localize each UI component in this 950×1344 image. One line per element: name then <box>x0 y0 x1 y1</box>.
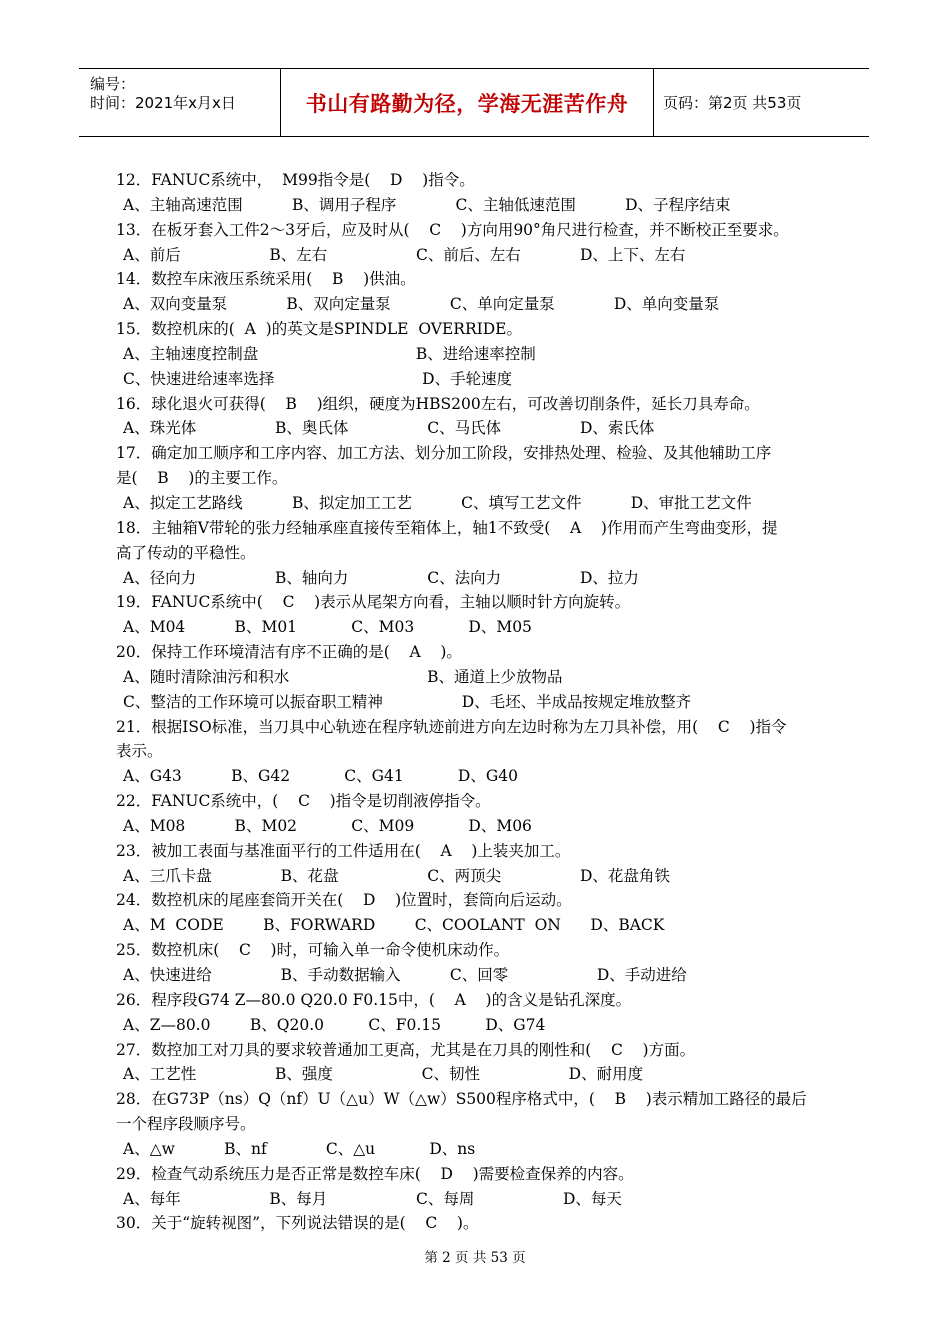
question-line: 表示。 <box>116 742 163 761</box>
answer-options-line: A、快速进给 B、手动数据输入 C、回零 D、手动进给 <box>123 966 687 984</box>
document-date: 时间：2021年x月x日 <box>90 94 236 112</box>
page-header <box>79 68 869 137</box>
answer-options-line: A、M04 B、M01 C、M03 D、M05 <box>123 618 532 637</box>
question-line: 26．程序段G74 Z—80.0 Q20.0 F0.15中，( A )的含义是钻孔深度。 <box>116 990 632 1009</box>
question-line: 27．数控加工对刀具的要求较普通加工更高，尤其是在刀具的刚性和( C )方面。 <box>116 1040 696 1059</box>
page-footer: 第 2 页 共 53 页 <box>424 1250 526 1266</box>
answer-options-line: A、前后 B、左右 C、前后、左右 D、上下、左右 <box>123 245 686 264</box>
question-line: 21．根据ISO标准，当刀具中心轨迹在程序轨迹前进方向左边时称为左刀具补偿，用( C )指令 <box>116 717 787 736</box>
answer-options-line: A、三爪卡盘 B、花盘 C、两顶尖 D、花盘角铁 <box>123 866 670 885</box>
question-line: 17．确定加工顺序和工序内容、加工方法、划分加工阶段，安排热处理、检验、及其他辅助工序 <box>116 444 772 463</box>
question-line: 13．在板牙套入工件2～3牙后，应及时从( C )方向用90°角尺进行检查，并不断校正至要求。 <box>116 220 789 239</box>
question-line: 14．数控车床液压系统采用( B )供油。 <box>116 270 416 289</box>
question-line: 19．FANUC系统中( C )表示从尾架方向看，主轴以顺时针方向旋转。 <box>116 593 631 612</box>
question-line: 20．保持工作环境清洁有序不正确的是( A )。 <box>116 643 462 662</box>
question-line: 23．被加工表面与基准面平行的工件适用在( A )上装夹加工。 <box>116 841 571 860</box>
answer-options-line: C、整洁的工作环境可以振奋职工精神 D、毛坯、半成品按规定堆放整齐 <box>123 692 692 711</box>
question-line: 15．数控机床的( A )的英文是SPINDLE OVERRIDE。 <box>116 320 522 339</box>
document-number-label: 编号： <box>90 75 136 93</box>
question-line: 25．数控机床( C )时，可输入单一命令使机床动作。 <box>116 941 510 960</box>
answer-options-line: C、快速进给速率选择 D、手轮速度 <box>123 369 513 388</box>
question-line: 16．球化退火可获得( B )组织，硬度为HBS200左右，可改善切削条件，延长刀具寿命。 <box>116 394 760 413</box>
answer-options-line: A、随时清除油污和积水 B、通道上少放物品 <box>123 667 563 686</box>
answer-options-line: A、Z—80.0 B、Q20.0 C、F0.15 D、G74 <box>123 1015 546 1034</box>
header-motto-cell <box>281 69 654 136</box>
answer-options-line: A、每年 B、每月 C、每周 D、每天 <box>123 1189 622 1208</box>
header-left-cell <box>79 69 281 136</box>
answer-options-line: A、拟定工艺路线 B、拟定加工工艺 C、填写工艺文件 D、审批工艺文件 <box>123 493 752 512</box>
answer-options-line: A、△w B、nf C、△u D、ns <box>123 1139 476 1158</box>
answer-options-line: A、主轴高速范围 B、调用子程序 C、主轴低速范围 D、子程序结束 <box>123 195 731 214</box>
question-line: 12．FANUC系统中， M99指令是( D )指令。 <box>116 171 475 189</box>
question-line: 高了传动的平稳性。 <box>116 543 256 562</box>
answer-options-line: A、M08 B、M02 C、M09 D、M06 <box>123 816 532 835</box>
question-line: 22．FANUC系统中，( C )指令是切削液停指令。 <box>116 792 491 811</box>
answer-options-line: A、工艺性 B、强度 C、韧性 D、耐用度 <box>123 1065 644 1084</box>
answer-options-line: A、珠光体 B、奥氏体 C、马氏体 D、索氏体 <box>123 419 655 438</box>
question-line: 是( B )的主要工作。 <box>116 469 288 488</box>
question-line: 一个程序段顺序号。 <box>116 1115 256 1134</box>
question-line: 30．关于“旋转视图”，下列说法错误的是( C )。 <box>116 1214 479 1233</box>
question-line: 18．主轴箱V带轮的张力经轴承座直接传至箱体上，轴1不致受( A )作用而产生弯曲变形，提 <box>116 518 778 537</box>
answer-options-line: A、主轴速度控制盘 B、进给速率控制 <box>123 344 536 363</box>
question-list <box>116 168 840 1236</box>
answer-options-line: A、M CODE B、FORWARD C、COOLANT ON D、BACK <box>123 916 665 935</box>
answer-options-line: A、G43 B、G42 C、G41 D、G40 <box>123 767 518 786</box>
question-line: 29．检查气动系统压力是否正常是数控车床( D )需要检查保养的内容。 <box>116 1164 634 1183</box>
answer-options-line: A、双向变量泵 B、双向定量泵 C、单向定量泵 D、单向变量泵 <box>123 295 720 314</box>
answer-options-line: A、径向力 B、轴向力 C、法向力 D、拉力 <box>123 568 639 587</box>
header-page-number: 页码：第2页 共53页 <box>663 94 802 112</box>
question-line: 24．数控机床的尾座套筒开关在( D )位置时，套筒向后运动。 <box>116 891 572 910</box>
question-line: 28．在G73P（ns）Q（nf）U（△u）W（△w）S500程序格式中，( B )表示精加工路径的最后 <box>116 1090 807 1109</box>
header-motto: 书山有路勤为径，学海无涯苦作舟 <box>305 91 629 116</box>
header-page-cell <box>654 69 878 136</box>
